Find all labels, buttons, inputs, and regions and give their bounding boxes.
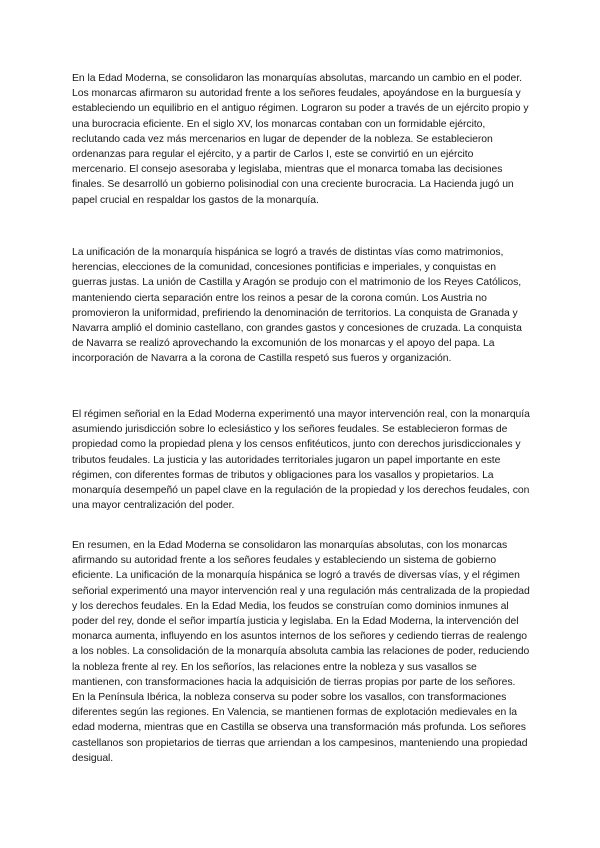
paragraph-seigniorial-regime: El régimen señorial en la Edad Moderna experimentó una mayor intervención real, con la monarquía asumiendo jurisdicción sobre lo eclesiástico y los señores feudales. Se establecieron formas de propiedad como la propiedad plena y los censos enfitéuticos, junto con derechos jurisdiccionales y tributos feudales. La justicia y las autoridades territoriales jugaron un papel importante en este régimen, con diferentes formas de tributos y obligaciones para los vasallos y propietarios. La monarquía desempeñó un papel clave en la regulación de la propiedad y los derechos feudales, con una mayor centralización del poder. [72, 409, 530, 512]
paragraph-summary: En resumen, en la Edad Moderna se consolidaron las monarquías absolutas, con los monarcas afirmando su autoridad frente a los señores feudales y estableciendo un sistema de gobierno eficiente. La unificación de la monarquía hispánica se logró a través de diversas vías, y el régimen señorial experimentó una mayor intervención real y una regulación más centralizada de la propiedad y los derechos feudales. En la Edad Media, los feudos se construían como dominios inmunes al poder del rey, donde el señor impartía justicia y legislaba. En la Edad Moderna, la intervención del monarca aumenta, influyendo en los asuntos internos de los señores y cediendo tierras de realengo a los nobles. La consolidación de la monarquía absoluta cambia las relaciones de poder, reduciendo la nobleza frente al rey. En los señoríos, las relaciones entre la nobleza y sus vasallos se mantienen, con transformaciones hacia la adquisición de tierras propias por parte de los señores. En la Península Ibérica, la nobleza conserva su poder sobre los vasallos, con transformaciones diferentes según las regiones. En Valencia, se mantienen formas de explotación medievales en la edad moderna, mientras que en Castilla se observa una transformación más profunda. Los señores castellanos son propietarios de tierras que arriendan a los campesinos, manteniendo una propiedad desigual. [72, 540, 530, 764]
paragraph-hispanic-unification: La unificación de la monarquía hispánica se logró a través de distintas vías como matrimonios, herencias, elecciones de la comunidad, concesiones pontificias e imperiales, y conquistas en guerras justas. La unión de Castilla y Aragón se produjo con el matrimonio de los Reyes Católicos, manteniendo cierta separación entre los reinos a pesar de la corona común. Los Austria no promovieron la uniformidad, prefiriendo la denominación de territorios. La conquista de Granada y Navarra amplió el dominio castellano, con grandes gastos y concesiones de cruzada. La conquista de Navarra se realizó aprovechando la excomunión de los monarcas y el apoyo del papa. La incorporación de Navarra a la corona de Castilla respetó sus fueros y organización. [72, 247, 522, 365]
paragraph-absolute-monarchies: En la Edad Moderna, se consolidaron las monarquías absolutas, marcando un cambio en el poder. Los monarcas afirmaron su autoridad frente a los señores feudales, apoyándose en la burguesía y estableciendo un equilibrio en el antiguo régimen. Lograron su poder a través de un ejército propio y una burocracia eficiente. En el siglo XV, los monarcas contaban con un formidable ejército, reclutando cada vez más mercenarios en lugar de depender de la nobleza. Se establecieron ordenanzas para regular el ejército, y a partir de Carlos I, este se convirtió en un ejército mercenario. El consejo asesoraba y legislaba, mientras que el monarca tomaba las decisiones finales. Se desarrolló un gobierno polisinodial con una creciente burocracia. La Hacienda jugó un papel crucial en respaldar los gastos de la monarquía. [72, 73, 529, 206]
